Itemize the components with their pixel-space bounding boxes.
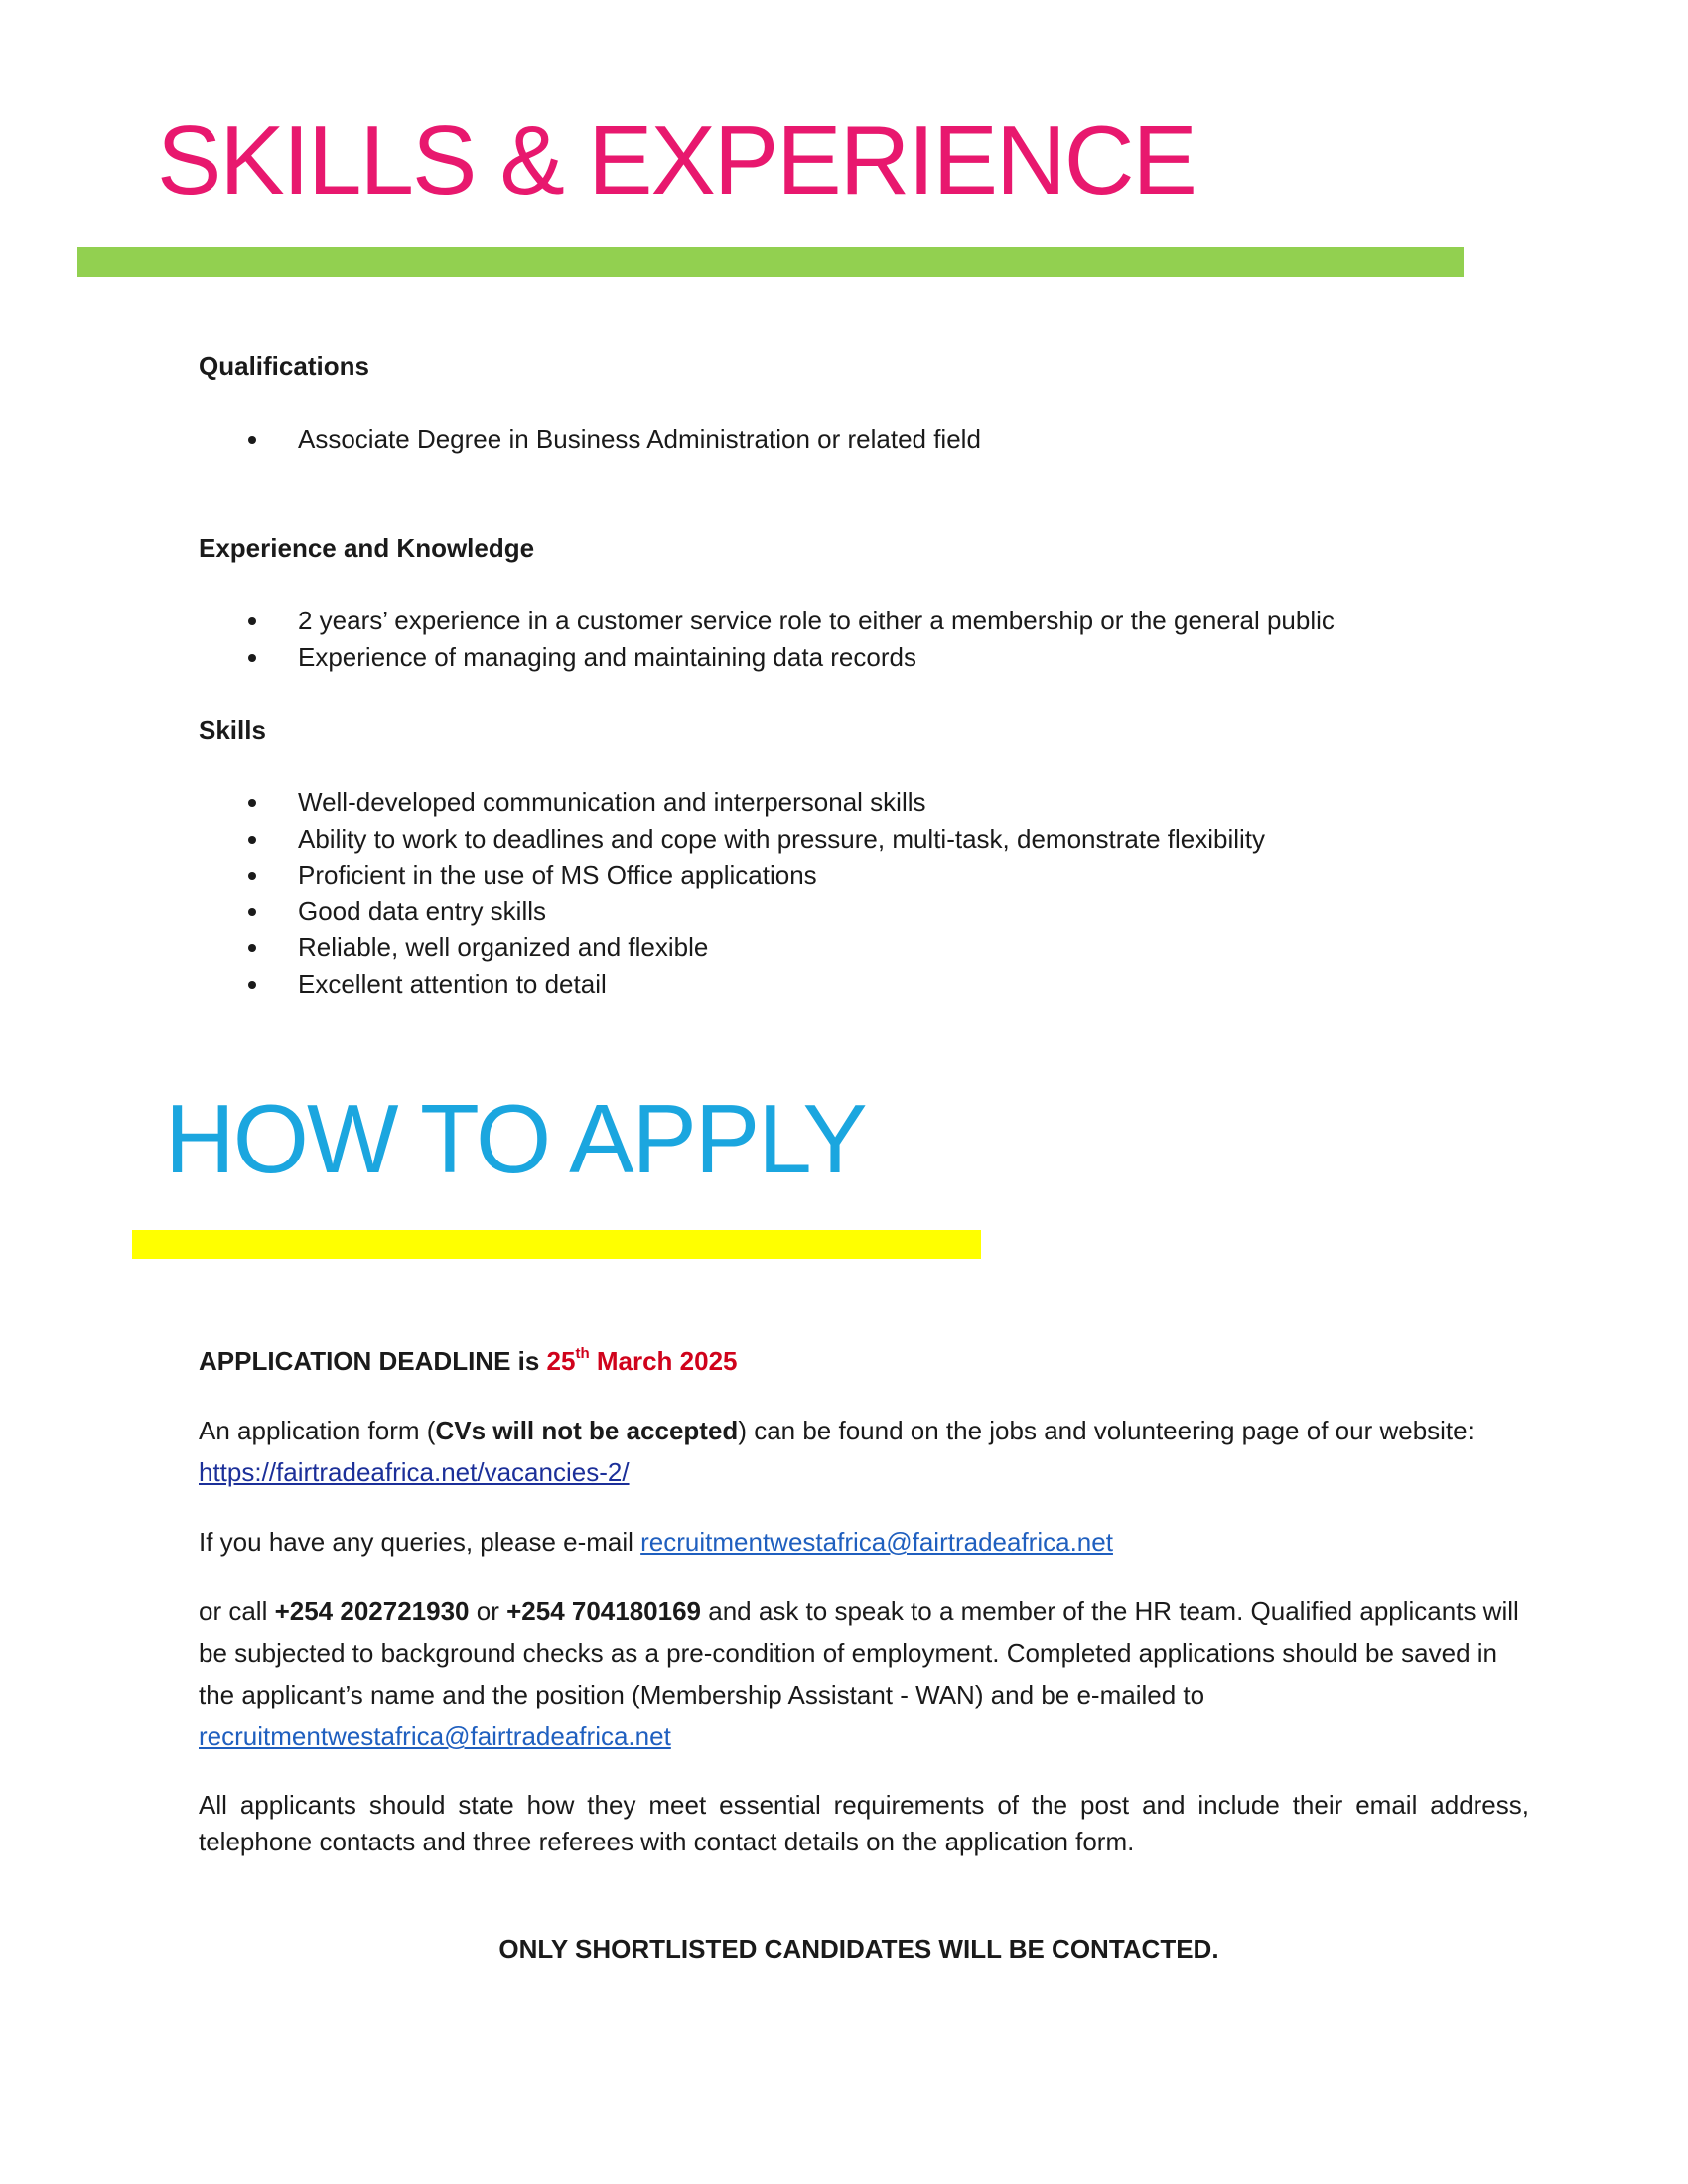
deadline-label: APPLICATION DEADLINE is [199, 1346, 547, 1376]
application-deadline [199, 1340, 1529, 1382]
list-item: 2 years’ experience in a customer service role to either a membership or the general public [199, 603, 1335, 639]
cv-notice: CVs will not be accepted [435, 1416, 739, 1445]
qualifications-list [199, 421, 981, 458]
phone-number-2: +254 704180169 [506, 1596, 702, 1626]
list-item: Excellent attention to detail [199, 966, 1265, 1003]
call-paragraph: or call +254 202721930 or +254 704180169 and ask to speak to a member of the HR team. Qualified applicants will be subjected to background checks as a pre-condition of employment. Completed applications should be saved in the applicant’s name and the position (Membership Assistant - WAN) and be e-mailed to recruitmentwestafrica@fairtradeafrica.net [199, 1596, 1519, 1751]
shortlist-notice: ONLY SHORTLISTED CANDIDATES WILL BE CONTACTED. [498, 1934, 1219, 1964]
how-to-apply-heading: HOW TO APPLY [165, 1084, 866, 1193]
queries-paragraph: If you have any queries, please e-mail recruitmentwestafrica@fairtradeafrica.net [199, 1527, 1113, 1557]
application-form-paragraph: An application form (CVs will not be accepted) can be found on the jobs and volunteering page of our website: https://fairtradeafrica.net/vacancies-2/ [199, 1416, 1475, 1487]
list-item: Well-developed communication and interpersonal skills [199, 784, 1265, 821]
vacancies-link[interactable]: https://fairtradeafrica.net/vacancies-2/ [199, 1457, 630, 1487]
list-item: Associate Degree in Business Administration or related field [199, 421, 981, 458]
phone-number-1: +254 202721930 [274, 1596, 470, 1626]
skills-list [199, 784, 1265, 1003]
qualifications-title: Qualifications [199, 351, 369, 381]
yellow-divider-bar [132, 1230, 981, 1259]
list-item: Proficient in the use of MS Office applications [199, 857, 1265, 893]
experience-title: Experience and Knowledge [199, 533, 535, 563]
green-divider-bar [77, 247, 1464, 277]
submission-email-link[interactable]: recruitmentwestafrica@fairtradeafrica.net [199, 1721, 671, 1751]
all-applicants-paragraph: All applicants should state how they meet essential requirements of the post and include their email address, telephone contacts and three referees with contact details on the application form. [199, 1790, 1529, 1856]
email-link[interactable]: recruitmentwestafrica@fairtradeafrica.net [640, 1527, 1113, 1557]
list-item: Experience of managing and maintaining data records [199, 639, 1335, 676]
list-item: Good data entry skills [199, 893, 1265, 930]
skills-experience-heading: SKILLS & EXPERIENCE [157, 105, 1196, 214]
experience-list [199, 603, 1335, 675]
list-item: Ability to work to deadlines and cope with pressure, multi-task, demonstrate flexibility [199, 821, 1265, 858]
deadline-date: 25th March 2025 [546, 1345, 738, 1376]
list-item: Reliable, well organized and flexible [199, 929, 1265, 966]
skills-title: Skills [199, 715, 266, 745]
